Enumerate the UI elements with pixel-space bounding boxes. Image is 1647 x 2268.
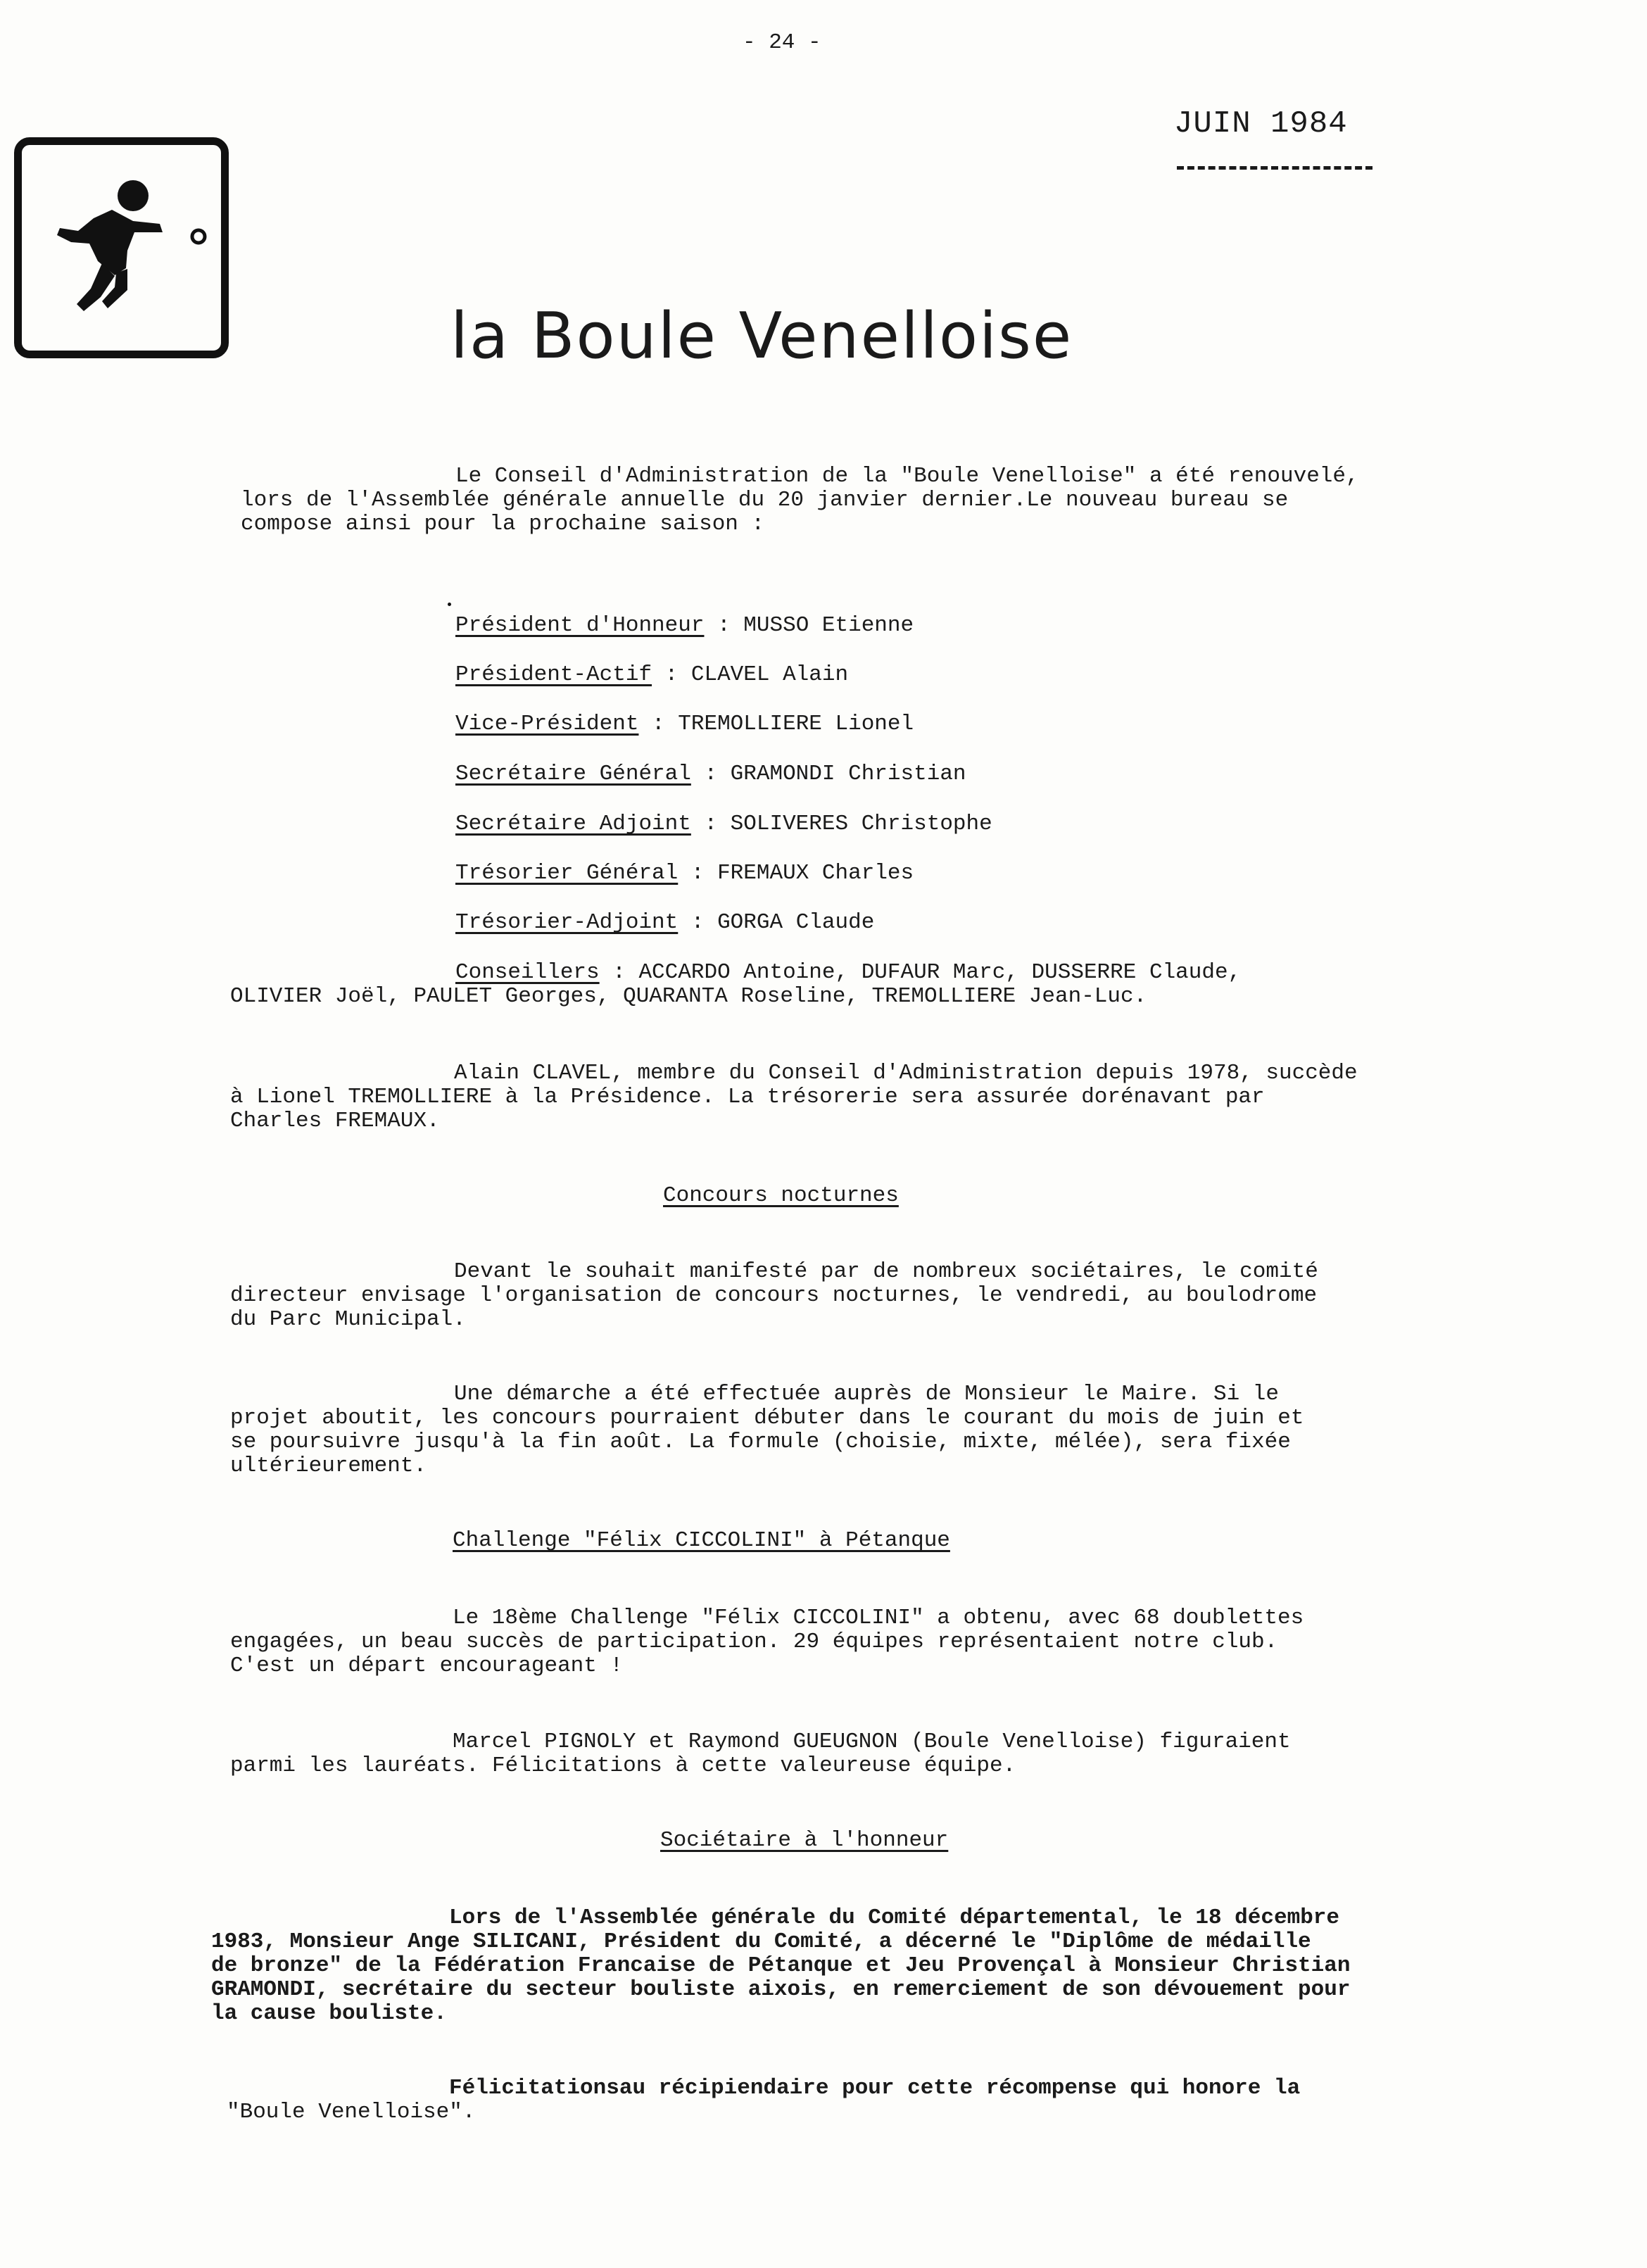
conseillers-line-2: OLIVIER Joël, PAULET Georges, QUARANTA Roseline, TREMOLLIERE Jean-Luc. bbox=[230, 984, 1147, 1009]
concours-p1-line-3: du Parc Municipal. bbox=[230, 1307, 466, 1332]
societaire-p1-line-4: GRAMONDI, secrétaire du secteur bouliste aixois, en remerciement de son dévouement pour bbox=[211, 1977, 1351, 2002]
ink-dot bbox=[448, 603, 451, 606]
challenge-p2-line-1: Marcel PIGNOLY et Raymond GUEUGNON (Boule Venelloise) figuraient bbox=[453, 1730, 1291, 1754]
concours-p1-line-1: Devant le souhait manifesté par de nombreux sociétaires, le comité bbox=[454, 1259, 1318, 1284]
societaire-p1-line-1: Lors de l'Assemblée générale du Comité départemental, le 18 décembre bbox=[449, 1905, 1340, 1930]
section-heading-challenge: Challenge "Félix CICCOLINI" à Pétanque bbox=[453, 1528, 950, 1553]
bureau-item: Secrétaire Général : GRAMONDI Christian bbox=[455, 762, 966, 786]
section-heading-concours: Concours nocturnes bbox=[663, 1183, 899, 1208]
societaire-p2-line-2: "Boule Venelloise". bbox=[227, 2100, 476, 2124]
document-date: JUIN 1984 bbox=[1174, 106, 1348, 141]
petanque-player-icon bbox=[14, 137, 229, 358]
bureau-item: Secrétaire Adjoint : SOLIVERES Christophe bbox=[455, 812, 992, 836]
clavel-line-1: Alain CLAVEL, membre du Conseil d'Administration depuis 1978, succède bbox=[454, 1061, 1358, 1085]
clavel-line-3: Charles FREMAUX. bbox=[230, 1109, 440, 1133]
page-number: - 24 - bbox=[743, 30, 821, 55]
section-heading-societaire: Sociétaire à l'honneur bbox=[660, 1828, 949, 1853]
conseillers-line-1: Conseillers : ACCARDO Antoine, DUFAUR Marc, DUSSERRE Claude, bbox=[455, 960, 1242, 985]
concours-p1-line-2: directeur envisage l'organisation de concours nocturnes, le vendredi, au boulodrome bbox=[230, 1283, 1318, 1308]
challenge-p1-line-2: engagées, un beau succès de participation. 29 équipes représentaient notre club. bbox=[230, 1630, 1278, 1654]
societaire-p1-line-3: de bronze" de la Fédération Francaise de Pétanque et Jeu Provençal à Monsieur Christian bbox=[211, 1953, 1351, 1978]
societaire-p1-line-2: 1983, Monsieur Ange SILICANI, Président du Comité, a décerné le "Diplôme de médaille bbox=[211, 1929, 1311, 1954]
bureau-item: Président-Actif : CLAVEL Alain bbox=[455, 662, 849, 687]
bureau-item: Trésorier Général : FREMAUX Charles bbox=[455, 861, 914, 886]
intro-line-1: Le Conseil d'Administration de la "Boule Venelloise" a été renouvelé, bbox=[455, 464, 1359, 489]
concours-p2-line-1: Une démarche a été effectuée auprès de Monsieur le Maire. Si le bbox=[454, 1382, 1279, 1406]
intro-line-2: lors de l'Assemblée générale annuelle du 20 janvier dernier.Le nouveau bureau se bbox=[241, 488, 1289, 512]
bureau-item: Vice-Président : TREMOLLIERE Lionel bbox=[455, 712, 914, 736]
challenge-p2-line-2: parmi les lauréats. Félicitations à cette valeureuse équipe. bbox=[230, 1753, 1016, 1778]
page-title: la Boule Venelloise bbox=[450, 299, 1073, 373]
bureau-item: Président d'Honneur : MUSSO Etienne bbox=[455, 613, 914, 638]
concours-p2-line-2: projet aboutit, les concours pourraient débuter dans le courant du mois de juin et bbox=[230, 1406, 1304, 1430]
concours-p2-line-3: se poursuivre jusqu'à la fin août. La formule (choisie, mixte, mélée), sera fixée bbox=[230, 1430, 1291, 1454]
challenge-p1-line-1: Le 18ème Challenge "Félix CICCOLINI" a obtenu, avec 68 doublettes bbox=[453, 1606, 1304, 1630]
societaire-p2-line-1: Félicitationsau récipiendaire pour cette récompense qui honore la bbox=[449, 2076, 1301, 2100]
bureau-item: Trésorier-Adjoint : GORGA Claude bbox=[455, 910, 875, 935]
clavel-line-2: à Lionel TREMOLLIERE à la Présidence. La trésorerie sera assurée dorénavant par bbox=[230, 1085, 1265, 1109]
challenge-p1-line-3: C'est un départ encourageant ! bbox=[230, 1653, 624, 1678]
date-underline bbox=[1177, 166, 1372, 170]
societaire-p1-line-5: la cause bouliste. bbox=[211, 2001, 447, 2026]
concours-p2-line-4: ultérieurement. bbox=[230, 1454, 427, 1478]
intro-line-3: compose ainsi pour la prochaine saison : bbox=[241, 512, 765, 536]
